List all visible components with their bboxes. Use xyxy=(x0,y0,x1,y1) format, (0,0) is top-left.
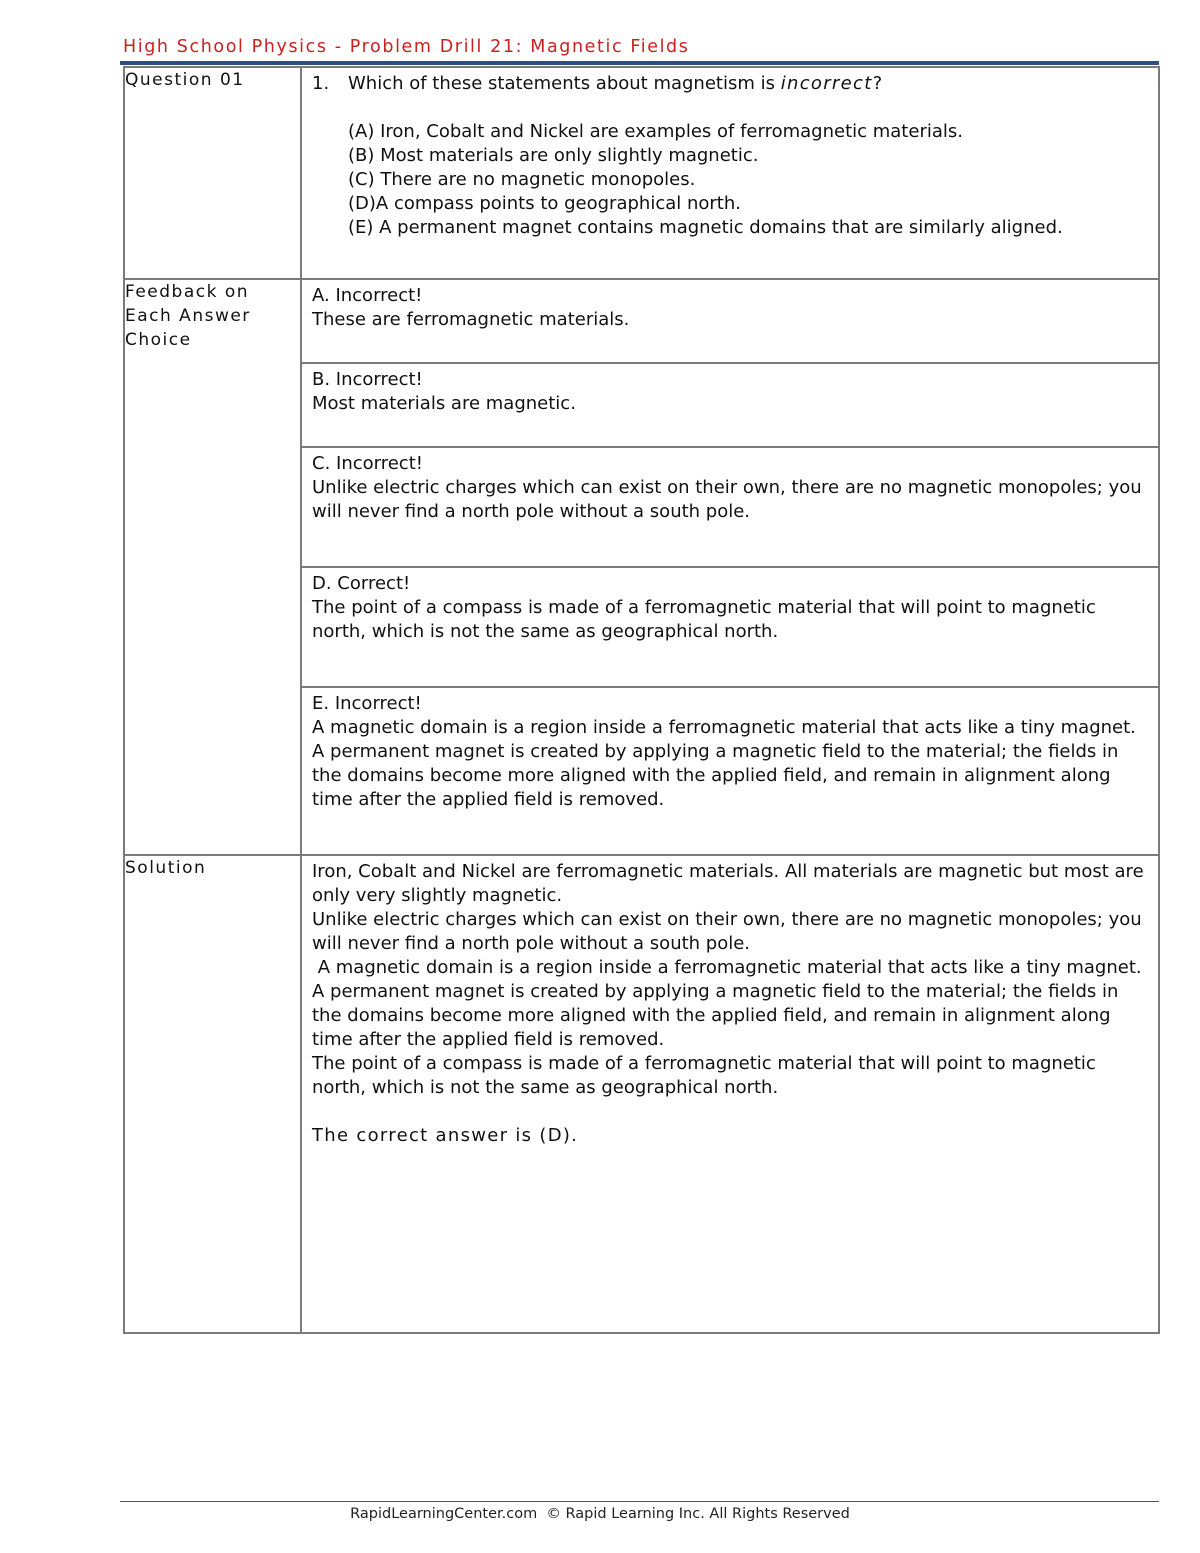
feedback-verdict: C. Incorrect! xyxy=(312,453,423,474)
feedback-row-a xyxy=(124,279,1159,363)
feedback-verdict: E. Incorrect! xyxy=(312,693,422,714)
option-e: (E) A permanent magnet contains magnetic domains that are similarly aligned. xyxy=(348,217,1063,238)
feedback-text: Most materials are magnetic. xyxy=(312,393,576,414)
option-c: (C) There are no magnetic monopoles. xyxy=(348,169,696,190)
question-cell xyxy=(301,67,1159,279)
question-label: Question 01 xyxy=(124,67,301,279)
question-stem-end: ? xyxy=(872,73,883,94)
footer-rule xyxy=(120,1501,1159,1502)
feedback-verdict: B. Incorrect! xyxy=(312,369,423,390)
feedback-cell-d xyxy=(301,567,1159,687)
solution-row xyxy=(124,855,1159,1333)
solution-paragraph: Unlike electric charges which can exist on their own, there are no magnetic monopoles; you will never find a north pole without a south pole. xyxy=(312,909,1142,954)
feedback-cell-c xyxy=(301,447,1159,567)
feedback-cell-a xyxy=(301,279,1159,363)
solution-label: Solution xyxy=(124,855,301,1333)
question-stem-emphasis: incorrect xyxy=(780,73,873,94)
solution-paragraph: A magnetic domain is a region inside a ferromagnetic material that acts like a tiny magnet. A permanent magnet is created by applying a magnetic field to the material; the fields in the domains become more aligned with the applied field, and remain in alignment along time after the applied field is removed. xyxy=(312,957,1148,1050)
question-stem-text: Which of these statements about magnetism is xyxy=(348,73,781,94)
question-stem xyxy=(312,72,1148,96)
option-b: (B) Most materials are only slightly magnetic. xyxy=(348,145,759,166)
header-rule xyxy=(120,61,1159,65)
answer-options xyxy=(312,120,1148,240)
feedback-label-line: Feedback on xyxy=(125,282,250,302)
feedback-text: These are ferromagnetic materials. xyxy=(312,309,630,330)
drill-table xyxy=(123,66,1160,1334)
feedback-label-line: Each Answer xyxy=(125,306,251,326)
feedback-label xyxy=(124,279,301,855)
question-row xyxy=(124,67,1159,279)
option-a: (A) Iron, Cobalt and Nickel are examples of ferromagnetic materials. xyxy=(348,121,963,142)
question-number: 1. xyxy=(312,73,330,94)
solution-answer: The correct answer is (D). xyxy=(312,1125,579,1146)
feedback-cell-b xyxy=(301,363,1159,447)
feedback-verdict: A. Incorrect! xyxy=(312,285,423,306)
page-footer: RapidLearningCenter.com © Rapid Learning Inc. All Rights Reserved xyxy=(350,1506,850,1522)
feedback-verdict: D. Correct! xyxy=(312,573,411,594)
page-header-title: High School Physics - Problem Drill 21: Magnetic Fields xyxy=(123,37,690,57)
feedback-cell-e xyxy=(301,687,1159,855)
solution-paragraph: Iron, Cobalt and Nickel are ferromagnetic materials. All materials are magnetic but most are only very slightly magnetic. xyxy=(312,861,1144,906)
feedback-text: The point of a compass is made of a ferromagnetic material that will point to magnetic north, which is not the same as geographical north. xyxy=(312,597,1096,642)
solution-paragraph: The point of a compass is made of a ferromagnetic material that will point to magnetic north, which is not the same as geographical north. xyxy=(312,1053,1096,1098)
feedback-text: A magnetic domain is a region inside a ferromagnetic material that acts like a tiny magnet. A permanent magnet is created by applying a magnetic field to the material; the fields in the domains become more aligned with the applied field, and remain in alignment along time after the applied field is removed. xyxy=(312,717,1136,810)
feedback-text: Unlike electric charges which can exist on their own, there are no magnetic monopoles; you will never find a north pole without a south pole. xyxy=(312,477,1142,522)
solution-cell xyxy=(301,855,1159,1333)
option-d: (D)A compass points to geographical north. xyxy=(348,193,741,214)
feedback-label-line: Choice xyxy=(125,330,192,350)
